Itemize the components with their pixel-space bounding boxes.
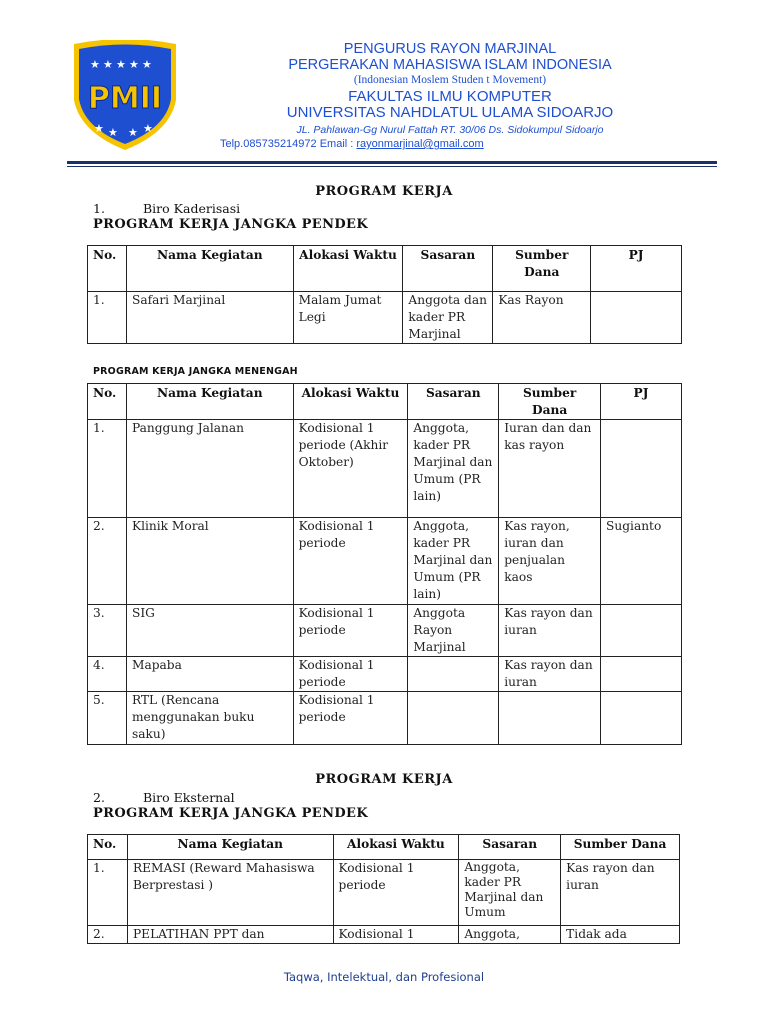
cell-name: Panggung Jalanan bbox=[126, 420, 293, 518]
cell-target: Anggota dan kader PR Marjinal bbox=[403, 292, 493, 344]
table-header-row bbox=[88, 246, 682, 292]
section1-biro-name: Biro Kaderisasi bbox=[143, 201, 241, 216]
cell-name: Mapaba bbox=[126, 657, 293, 692]
col-header-target: Sasaran bbox=[403, 246, 493, 292]
col-header-pj: PJ bbox=[591, 246, 682, 292]
col-header-no: No. bbox=[88, 384, 127, 420]
table-row bbox=[88, 518, 682, 605]
cell-pj bbox=[601, 692, 682, 745]
cell-fund: Kas rayon dan iuran bbox=[499, 605, 601, 657]
cell-name: Safari Marjinal bbox=[126, 292, 293, 344]
svg-text:★: ★ bbox=[143, 122, 153, 135]
svg-text:★: ★ bbox=[90, 58, 100, 71]
col-header-fund: Sumber Dana bbox=[561, 835, 680, 860]
col-header-pj: PJ bbox=[601, 384, 682, 420]
col-header-no: No. bbox=[88, 246, 127, 292]
cell-pj bbox=[601, 605, 682, 657]
cell-fund: Kas rayon, iuran dan penjualan kaos bbox=[499, 518, 601, 605]
email-link[interactable]: rayonmarjinal@gmail.com bbox=[356, 138, 484, 150]
cell-pj bbox=[591, 292, 682, 344]
cell-no: 1. bbox=[88, 420, 127, 518]
col-header-fund: Sumber Dana bbox=[499, 384, 601, 420]
table-row bbox=[88, 860, 680, 926]
table-header-row bbox=[88, 835, 680, 860]
cell-fund: Tidak ada bbox=[561, 926, 680, 944]
cell-time: Kodisional 1 bbox=[333, 926, 459, 944]
table-row bbox=[88, 657, 682, 692]
col-header-name: Nama Kegiatan bbox=[126, 384, 293, 420]
logo-text: PMII bbox=[87, 81, 163, 116]
cell-time: Kodisional 1 periode (Akhir Oktober) bbox=[293, 420, 408, 518]
pmii-logo bbox=[70, 40, 180, 152]
cell-target: Anggota, kader PR Marjinal dan Umum bbox=[459, 860, 561, 926]
cell-no: 4. bbox=[88, 657, 127, 692]
section1-title: PROGRAM KERJA bbox=[315, 184, 453, 199]
letterhead-line-5: UNIVERSITAS NAHDLATUL ULAMA SIDOARJO bbox=[286, 104, 614, 121]
letterhead-line-1: PENGURUS RAYON MARJINAL bbox=[343, 41, 557, 57]
cell-time: Kodisional 1 periode bbox=[333, 860, 459, 926]
cell-no: 3. bbox=[88, 605, 127, 657]
cell-no: 1. bbox=[88, 860, 128, 926]
cell-no: 2. bbox=[88, 518, 127, 605]
letterhead-rule bbox=[67, 161, 717, 164]
cell-fund: Kas Rayon bbox=[493, 292, 591, 344]
page-footer: Taqwa, Intelektual, dan Profesional bbox=[283, 970, 485, 984]
section2-title: PROGRAM KERJA bbox=[315, 772, 453, 787]
cell-target: Anggota, bbox=[459, 926, 561, 944]
cell-time: Kodisional 1 periode bbox=[293, 605, 408, 657]
letterhead-line-2: PERGERAKAN MAHASISWA ISLAM INDONESIA bbox=[288, 57, 612, 73]
cell-name: PELATIHAN PPT dan bbox=[127, 926, 333, 944]
cell-no: 5. bbox=[88, 692, 127, 745]
col-header-target: Sasaran bbox=[459, 835, 561, 860]
cell-target: Anggota, kader PR Marjinal dan Umum (PR lain) bbox=[408, 518, 499, 605]
col-header-name: Nama Kegiatan bbox=[127, 835, 333, 860]
cell-target bbox=[408, 692, 499, 745]
cell-target: Anggota Rayon Marjinal bbox=[408, 605, 499, 657]
col-header-time: Alokasi Waktu bbox=[293, 384, 408, 420]
cell-name: Klinik Moral bbox=[126, 518, 293, 605]
cell-pj bbox=[601, 420, 682, 518]
section1-short-title: PROGRAM KERJA JANGKA PENDEK bbox=[93, 217, 369, 232]
table-short-term-1 bbox=[87, 245, 682, 344]
cell-fund bbox=[499, 692, 601, 745]
cell-pj bbox=[601, 657, 682, 692]
cell-time: Kodisional 1 periode bbox=[293, 657, 408, 692]
svg-text:★: ★ bbox=[128, 126, 138, 139]
letterhead-line-4: FAKULTAS ILMU KOMPUTER bbox=[348, 88, 552, 105]
phone-label: Telp.085735214972 Email : bbox=[220, 138, 357, 150]
cell-time: Malam Jumat Legi bbox=[293, 292, 403, 344]
svg-text:★: ★ bbox=[94, 122, 104, 135]
letterhead-rule-thin bbox=[67, 166, 717, 167]
table-row bbox=[88, 926, 680, 944]
letterhead-line-3: (Indonesian Moslem Studen t Movement) bbox=[353, 74, 547, 86]
cell-fund: Kas rayon dan iuran bbox=[499, 657, 601, 692]
cell-target bbox=[408, 657, 499, 692]
svg-text:★: ★ bbox=[129, 58, 139, 71]
col-header-target: Sasaran bbox=[408, 384, 499, 420]
svg-text:★: ★ bbox=[116, 58, 126, 71]
cell-time: Kodisional 1 periode bbox=[293, 692, 408, 745]
section1-number: 1. bbox=[93, 201, 105, 216]
section2-biro-name: Biro Eksternal bbox=[143, 790, 235, 805]
cell-no: 2. bbox=[88, 926, 128, 944]
svg-text:★: ★ bbox=[142, 58, 152, 71]
table-short-term-2 bbox=[87, 834, 680, 944]
col-header-name: Nama Kegiatan bbox=[126, 246, 293, 292]
section2-number: 2. bbox=[93, 790, 105, 805]
section2-biro bbox=[93, 790, 235, 805]
col-header-fund: Sumber Dana bbox=[493, 246, 591, 292]
table-row bbox=[88, 692, 682, 745]
cell-name: RTL (Rencana menggunakan buku saku) bbox=[126, 692, 293, 745]
table-row bbox=[88, 605, 682, 657]
svg-text:★: ★ bbox=[108, 126, 118, 139]
table-row bbox=[88, 292, 682, 344]
cell-fund: Iuran dan dan kas rayon bbox=[499, 420, 601, 518]
table-row bbox=[88, 420, 682, 518]
letterhead-address: JL. Pahlawan-Gg Nurul Fattah RT. 30/06 Ds. Sidokumpul Sidoarjo bbox=[296, 124, 604, 136]
cell-no: 1. bbox=[88, 292, 127, 344]
section1-mid-title: PROGRAM KERJA JANGKA MENENGAH bbox=[93, 366, 298, 377]
col-header-no: No. bbox=[88, 835, 128, 860]
col-header-time: Alokasi Waktu bbox=[293, 246, 403, 292]
col-header-time: Alokasi Waktu bbox=[333, 835, 459, 860]
svg-text:★: ★ bbox=[103, 58, 113, 71]
cell-fund: Kas rayon dan iuran bbox=[561, 860, 680, 926]
section2-short-title: PROGRAM KERJA JANGKA PENDEK bbox=[93, 806, 369, 821]
cell-target: Anggota, kader PR Marjinal dan Umum (PR lain) bbox=[408, 420, 499, 518]
cell-name: SIG bbox=[126, 605, 293, 657]
cell-name: REMASI (Reward Mahasiswa Berprestasi ) bbox=[127, 860, 333, 926]
table-header-row bbox=[88, 384, 682, 420]
section1-biro bbox=[93, 201, 240, 216]
table-mid-term-1 bbox=[87, 383, 682, 745]
cell-pj: Sugianto bbox=[601, 518, 682, 605]
letterhead-contact bbox=[220, 138, 520, 150]
cell-time: Kodisional 1 periode bbox=[293, 518, 408, 605]
